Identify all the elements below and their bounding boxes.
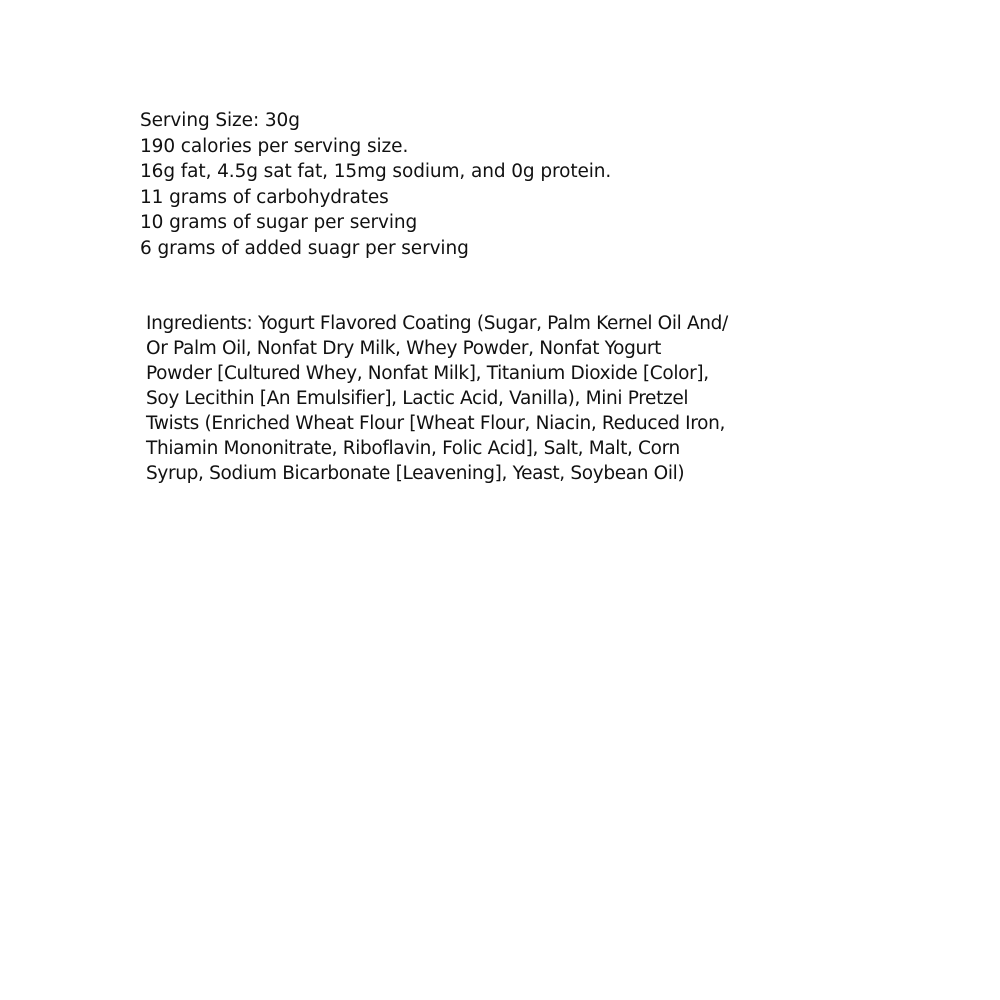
nutrition-facts-block bbox=[140, 108, 780, 261]
ingredients-line: Powder [Cultured Whey, Nonfat Milk], Titanium Dioxide [Color], bbox=[146, 363, 709, 384]
ingredients-line: Thiamin Mononitrate, Riboflavin, Folic Acid], Salt, Malt, Corn bbox=[146, 438, 680, 459]
ingredients-line: Or Palm Oil, Nonfat Dry Milk, Whey Powder, Nonfat Yogurt bbox=[146, 338, 662, 359]
ingredients-line: Twists (Enriched Wheat Flour [Wheat Flour, Niacin, Reduced Iron, bbox=[146, 413, 726, 434]
carbohydrates-line: 11 grams of carbohydrates bbox=[140, 186, 389, 208]
serving-size-line: Serving Size: 30g bbox=[140, 110, 300, 131]
sugar-line: 10 grams of sugar per serving bbox=[140, 212, 418, 233]
ingredients-line: Ingredients: Yogurt Flavored Coating (Sugar, Palm Kernel Oil And/ bbox=[146, 313, 728, 334]
ingredients-block bbox=[146, 311, 796, 486]
ingredients-line: Soy Lecithin [An Emulsifier], Lactic Acid, Vanilla), Mini Pretzel bbox=[146, 388, 689, 409]
ingredients-line: Syrup, Sodium Bicarbonate [Leavening], Yeast, Soybean Oil) bbox=[146, 463, 685, 484]
added-sugar-line: 6 grams of added suagr per serving bbox=[140, 237, 469, 259]
calories-line: 190 calories per serving size. bbox=[140, 135, 409, 157]
fat-sodium-protein-line: 16g fat, 4.5g sat fat, 15mg sodium, and 0g protein. bbox=[140, 161, 612, 182]
